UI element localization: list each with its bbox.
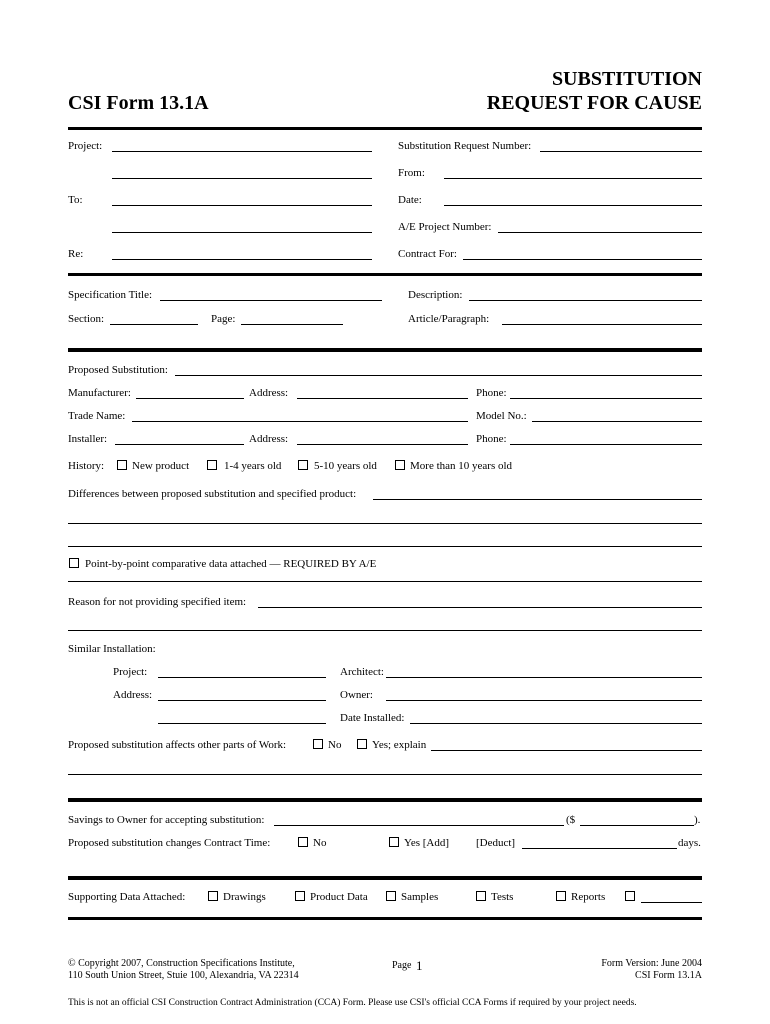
label-from: From: — [398, 167, 425, 179]
label-dollar-open: ($ — [566, 814, 576, 826]
checkbox-point-by-point[interactable] — [69, 558, 79, 568]
differences-field-2[interactable] — [68, 523, 702, 524]
label-savings: Savings to Owner for accepting substitution: — [68, 814, 265, 826]
affects-explain-field[interactable] — [431, 750, 702, 751]
section-rule-3 — [68, 798, 702, 802]
footer-copyright-1: © Copyright 2007, Construction Specifications Institute, — [68, 958, 295, 969]
label-days: days. — [678, 837, 701, 849]
label-installer-phone: Phone: — [476, 433, 507, 445]
label-page: Page: — [211, 313, 236, 325]
checkbox-new-product[interactable] — [117, 460, 127, 470]
re-field[interactable] — [112, 259, 372, 260]
checkbox-reports[interactable] — [556, 891, 566, 901]
label-supporting-data: Supporting Data Attached: — [68, 891, 186, 903]
label-similar-installation: Similar Installation: — [68, 643, 156, 655]
label-contract-time: Proposed substitution changes Contract Time: — [68, 837, 271, 849]
label-section: Section: — [68, 313, 105, 325]
label-reason: Reason for not providing specified item: — [68, 596, 247, 608]
label-date: Date: — [398, 194, 422, 206]
spec-title-field[interactable] — [160, 300, 382, 301]
label-spec-title: Specification Title: — [68, 289, 153, 301]
label-similar-address: Address: — [113, 689, 153, 701]
affects-explain-field-2[interactable] — [68, 774, 702, 775]
footer-page-number: 1 — [416, 958, 423, 973]
label-date-installed: Date Installed: — [340, 712, 405, 724]
checkbox-samples[interactable] — [386, 891, 396, 901]
trade-name-field[interactable] — [132, 421, 468, 422]
checkbox-tests[interactable] — [476, 891, 486, 901]
label-phone: Phone: — [476, 387, 507, 399]
label-new-product: New product — [132, 460, 190, 472]
section-rule-1 — [68, 273, 702, 276]
title-line-2: REQUEST FOR CAUSE — [486, 92, 702, 114]
label-request-number: Substitution Request Number: — [398, 140, 532, 152]
label-model-no: Model No.: — [476, 410, 527, 422]
label-manufacturer: Manufacturer: — [68, 387, 131, 399]
footer-form-version: Form Version: June 2004 — [601, 958, 702, 969]
label-to: To: — [68, 194, 83, 206]
label-trade-name: Trade Name: — [68, 410, 126, 422]
installer-phone-field[interactable] — [510, 444, 702, 445]
label-differences: Differences between proposed substitution and specified product: — [68, 488, 357, 500]
section-rule-2 — [68, 348, 702, 352]
checkbox-drawings[interactable] — [208, 891, 218, 901]
label-architect: Architect: — [340, 666, 384, 678]
label-1-4-years: 1-4 years old — [224, 460, 282, 472]
time-days-field[interactable] — [522, 848, 677, 849]
ae-project-number-field[interactable] — [498, 232, 702, 233]
reason-field-2[interactable] — [68, 630, 702, 631]
label-affects-no: No — [328, 739, 342, 751]
section-rule-4 — [68, 876, 702, 880]
date-installed-field[interactable] — [410, 723, 702, 724]
label-drawings: Drawings — [223, 891, 266, 903]
label-article: Article/Paragraph: — [408, 313, 490, 325]
reason-field[interactable] — [258, 607, 702, 608]
similar-address-field[interactable] — [158, 700, 326, 701]
savings-field[interactable] — [274, 825, 564, 826]
label-description: Description: — [408, 289, 463, 301]
checkbox-time-no[interactable] — [298, 837, 308, 847]
label-ae-project-number: A/E Project Number: — [398, 221, 492, 233]
manufacturer-field[interactable] — [136, 398, 244, 399]
section-rule-5 — [68, 917, 702, 920]
owner-field[interactable] — [386, 700, 702, 701]
footer-form-id: CSI Form 13.1A — [635, 970, 702, 981]
model-no-field[interactable] — [532, 421, 702, 422]
label-similar-project: Project: — [113, 666, 148, 678]
label-time-no: No — [313, 837, 327, 849]
label-contract-for: Contract For: — [398, 248, 457, 260]
from-field[interactable] — [444, 178, 702, 179]
to-field-2[interactable] — [112, 232, 372, 233]
label-point-by-point: Point-by-point comparative data attached — REQUIRED BY A/E — [85, 558, 377, 570]
label-samples: Samples — [401, 891, 439, 903]
savings-amount-field[interactable] — [580, 825, 694, 826]
other-field[interactable] — [641, 902, 702, 903]
label-affects-yes: Yes; explain — [372, 739, 427, 751]
label-affects: Proposed substitution affects other parts of Work: — [68, 739, 287, 751]
label-product-data: Product Data — [310, 891, 368, 903]
footer-disclaimer: This is not an official CSI Construction Contract Administration (CCA) Form. Please use CSI's official CCA Forms if required by your project needs. — [68, 998, 637, 1008]
label-re: Re: — [68, 248, 84, 260]
project-field[interactable] — [112, 151, 372, 152]
divider-1 — [68, 581, 702, 582]
label-proposed: Proposed Substitution: — [68, 364, 168, 376]
label-tests: Tests — [491, 891, 514, 903]
description-field[interactable] — [469, 300, 702, 301]
label-project: Project: — [68, 140, 103, 152]
checkbox-affects-yes[interactable] — [357, 739, 367, 749]
to-field[interactable] — [112, 205, 372, 206]
project-field-2[interactable] — [112, 178, 372, 179]
footer-page-label: Page — [392, 960, 412, 971]
label-more-10-years: More than 10 years old — [410, 460, 513, 472]
similar-project-field[interactable] — [158, 677, 326, 678]
checkbox-5-10-years[interactable] — [298, 460, 308, 470]
differences-field-3[interactable] — [68, 546, 702, 547]
label-installer: Installer: — [68, 433, 108, 445]
checkbox-time-yes[interactable] — [389, 837, 399, 847]
manufacturer-phone-field[interactable] — [510, 398, 702, 399]
footer-copyright-2: 110 South Union Street, Stuie 100, Alexandria, VA 22314 — [68, 970, 299, 981]
differences-field[interactable] — [373, 499, 702, 500]
installer-address-field[interactable] — [297, 444, 468, 445]
form-id: CSI Form 13.1A — [68, 92, 209, 114]
installer-field[interactable] — [115, 444, 244, 445]
section-field[interactable] — [110, 324, 198, 325]
article-field[interactable] — [502, 324, 702, 325]
label-time-yes-add: Yes [Add] — [404, 837, 450, 849]
checkbox-other[interactable] — [625, 891, 635, 901]
request-number-field[interactable] — [540, 151, 702, 152]
similar-address-field-2[interactable] — [158, 723, 326, 724]
contract-for-field[interactable] — [463, 259, 702, 260]
title-line-1: SUBSTITUTION — [551, 68, 702, 90]
checkbox-more-10-years[interactable] — [395, 460, 405, 470]
label-5-10-years: 5-10 years old — [314, 460, 377, 472]
label-reports: Reports — [571, 891, 606, 903]
checkbox-1-4-years[interactable] — [207, 460, 217, 470]
label-time-deduct: [Deduct] — [476, 837, 516, 849]
date-field[interactable] — [444, 205, 702, 206]
architect-field[interactable] — [386, 677, 702, 678]
label-address: Address: — [249, 387, 289, 399]
manufacturer-address-field[interactable] — [297, 398, 468, 399]
proposed-field[interactable] — [175, 375, 702, 376]
label-installer-address: Address: — [249, 433, 289, 445]
checkbox-affects-no[interactable] — [313, 739, 323, 749]
label-dollar-close: ). — [694, 814, 701, 826]
checkbox-product-data[interactable] — [295, 891, 305, 901]
label-history: History: — [68, 460, 105, 472]
header-rule — [68, 127, 702, 130]
label-owner: Owner: — [340, 689, 373, 701]
page-field[interactable] — [241, 324, 343, 325]
